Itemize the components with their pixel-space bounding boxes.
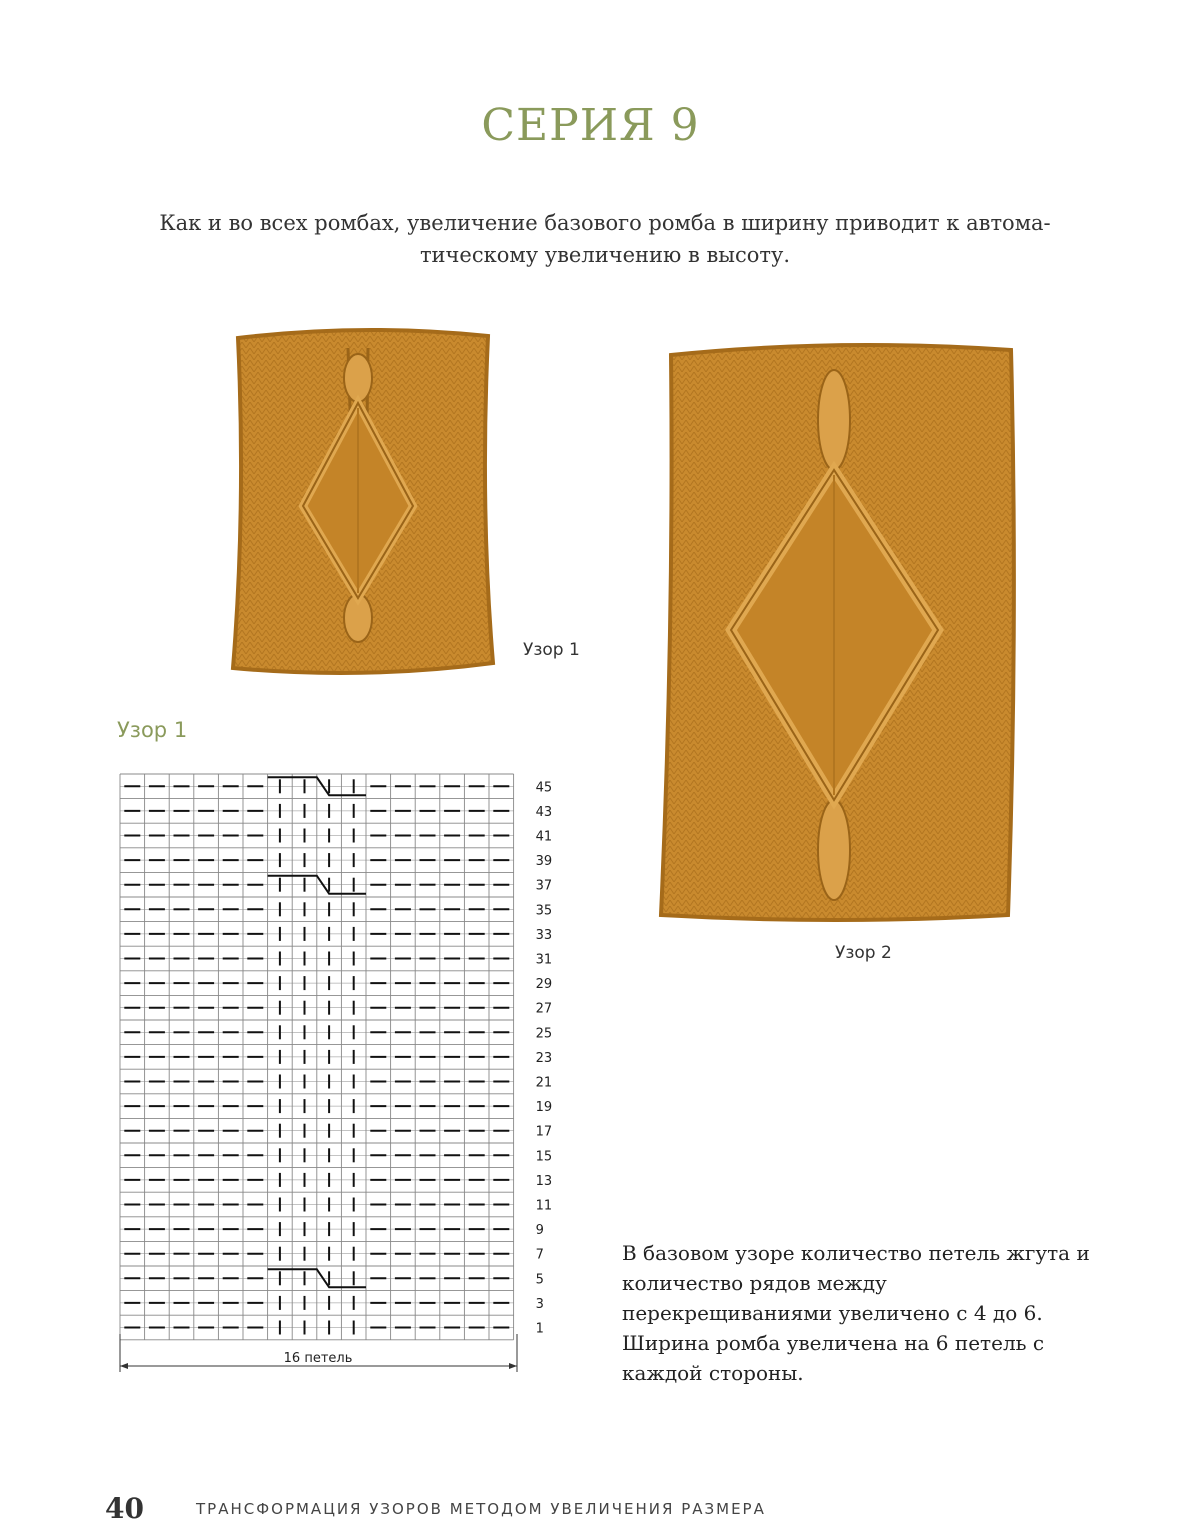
row-label: 9 xyxy=(535,1223,544,1239)
row-label: 31 xyxy=(535,952,553,968)
swatch-caption-1: Узор 1 xyxy=(523,640,580,660)
row-label: 7 xyxy=(535,1247,544,1263)
row-label: 23 xyxy=(535,1050,553,1066)
row-label: 13 xyxy=(535,1173,553,1189)
intro-line-2: тическому увеличению в высоту. xyxy=(419,243,791,267)
row-label: 33 xyxy=(535,927,553,943)
row-label: 17 xyxy=(535,1124,553,1140)
swatch-caption-2: Узор 2 xyxy=(835,943,892,963)
intro-text xyxy=(110,207,1100,271)
page-title: СЕРИЯ 9 xyxy=(481,100,700,151)
row-label: 1 xyxy=(535,1321,544,1337)
knitting-chart xyxy=(112,766,562,1376)
row-label: 15 xyxy=(535,1149,553,1165)
row-label: 35 xyxy=(535,903,553,919)
row-label: 25 xyxy=(535,1026,553,1042)
chart-row-labels xyxy=(536,780,553,1336)
row-label: 5 xyxy=(535,1272,544,1288)
row-label: 39 xyxy=(535,854,553,870)
row-label: 19 xyxy=(535,1100,553,1116)
row-label: 21 xyxy=(535,1075,553,1091)
explanatory-note: В базовом узоре количество петель жгута и количество рядов между перекрещиваниями увеличено с 4 до 6. Ширина ромба увеличена на 6 петель с каждой стороны. xyxy=(622,1241,1090,1385)
swatch-photo-1 xyxy=(218,318,508,693)
row-label: 11 xyxy=(535,1198,553,1214)
page-number: 40 xyxy=(105,1492,144,1525)
row-label: 41 xyxy=(535,829,553,845)
row-label: 29 xyxy=(535,977,553,993)
row-label: 43 xyxy=(535,804,553,820)
chart-width-label: 16 петель xyxy=(283,1351,353,1366)
row-label: 37 xyxy=(535,878,553,894)
row-label: 27 xyxy=(535,1001,553,1017)
intro-line-1: Как и во всех ромбах, увеличение базового ромба в ширину приводит к автома- xyxy=(159,211,1051,235)
swatch-photo-2 xyxy=(646,330,1031,930)
row-label: 3 xyxy=(535,1296,544,1312)
chart-title: Узор 1 xyxy=(117,718,188,742)
running-head: ТРАНСФОРМАЦИЯ УЗОРОВ МЕТОДОМ УВЕЛИЧЕНИЯ РАЗМЕРА xyxy=(196,1500,766,1518)
row-label: 45 xyxy=(535,780,553,796)
